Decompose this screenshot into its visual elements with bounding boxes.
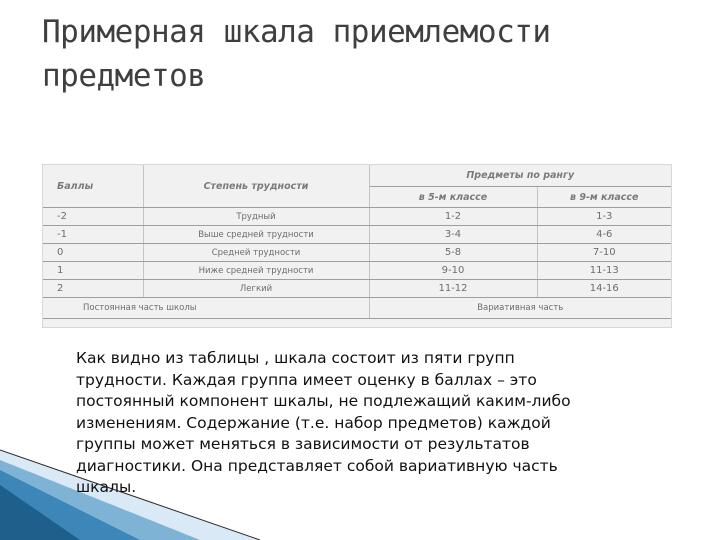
cell-grade9: 1-3	[537, 208, 671, 226]
body-line: Как видно из таблицы , шкала состоит из пяти групп	[76, 349, 515, 367]
cell-points: 1	[43, 262, 143, 280]
cell-grade9: 7-10	[537, 244, 671, 262]
header-points: Баллы	[43, 165, 143, 208]
body-line: трудности. Каждая группа имеет оценку в баллах – это	[76, 370, 537, 389]
cell-level: Средней трудности	[143, 244, 369, 262]
slide-title	[42, 10, 702, 98]
table-row	[43, 244, 671, 262]
cell-level: Выше средней трудности	[143, 226, 369, 244]
cell-points: 2	[43, 280, 143, 298]
cell-grade5: 9-10	[369, 262, 537, 280]
title-line-2: предметов	[42, 58, 206, 94]
cell-grade5: 3-4	[369, 226, 537, 244]
header-difficulty: Степень трудности	[143, 165, 369, 208]
cell-points: -1	[43, 226, 143, 244]
header-rank: Предметы по рангу	[369, 165, 671, 187]
header-grade9: в 9-м классе	[537, 187, 671, 208]
footer-variable-part: Вариативная часть	[369, 298, 671, 319]
title-line-1: Примерная шкала приемлемости	[42, 14, 551, 50]
scale-table	[43, 165, 671, 319]
table-row	[43, 226, 671, 244]
body-paragraph	[76, 348, 686, 499]
table-row	[43, 280, 671, 298]
body-line: постоянный компонент шкалы, не подлежащий каким-либо	[76, 392, 571, 410]
body-line: группы может меняться в зависимости от результатов	[76, 435, 530, 453]
body-line: изменениям. Содержание (т.е. набор предметов) каждой	[76, 413, 551, 432]
table-row	[43, 208, 671, 226]
cell-level: Трудный	[143, 208, 369, 226]
cell-points: -2	[43, 208, 143, 226]
table-row	[43, 262, 671, 280]
footer-constant-part: Постоянная часть школы	[43, 298, 369, 319]
body-line: шкалы.	[76, 478, 137, 496]
header-grade5: в 5-м классе	[369, 187, 537, 208]
cell-level: Легкий	[143, 280, 369, 298]
body-line: диагностики. Она представляет собой вариативную часть	[76, 456, 558, 475]
cell-grade5: 5-8	[369, 244, 537, 262]
cell-grade9: 14-16	[537, 280, 671, 298]
cell-grade9: 4-6	[537, 226, 671, 244]
cell-grade5: 11-12	[369, 280, 537, 298]
cell-grade9: 11-13	[537, 262, 671, 280]
cell-level: Ниже средней трудности	[143, 262, 369, 280]
cell-grade5: 1-2	[369, 208, 537, 226]
scale-table-image	[42, 164, 672, 328]
cell-points: 0	[43, 244, 143, 262]
